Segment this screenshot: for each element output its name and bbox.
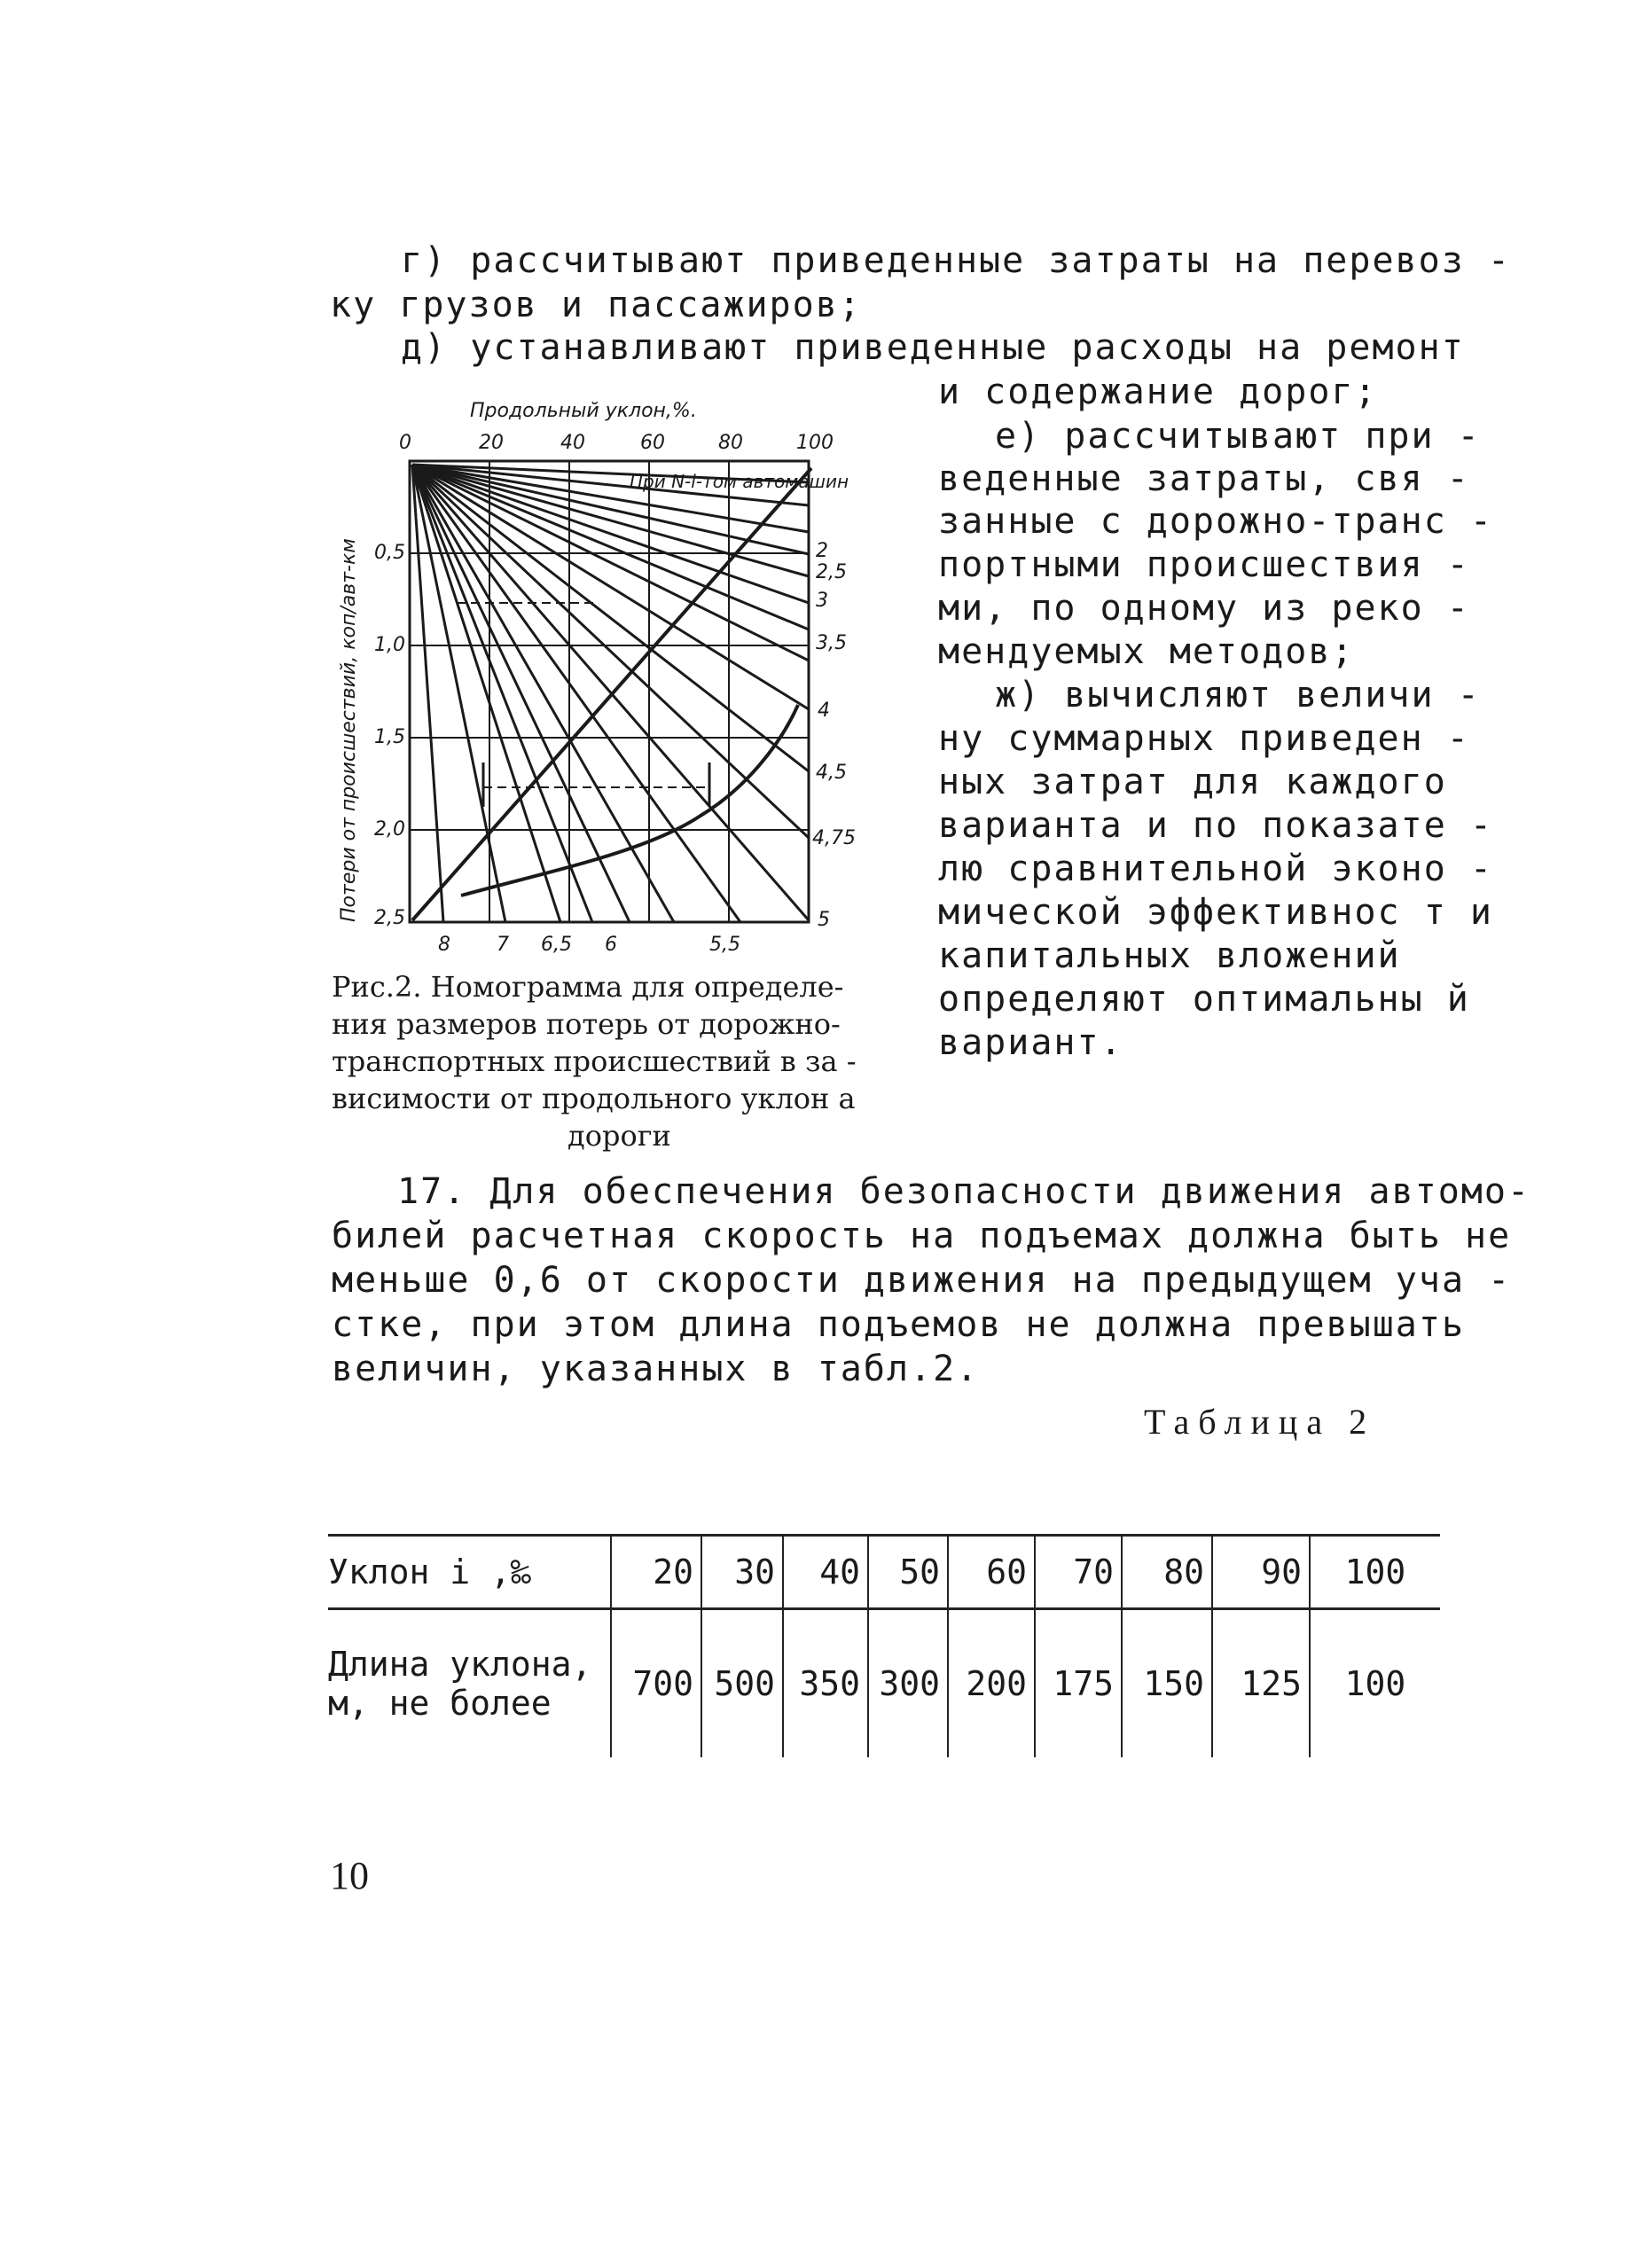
right-tick: 5 [818,909,830,931]
right-tick: 4 [818,700,830,722]
top-tick: 40 [560,432,585,454]
right-tick: 3,5 [816,632,847,654]
row-label-line: Длина уклона, [328,1645,592,1684]
left-tick: 1,0 [374,634,405,656]
item-g-line1: г) рассчитывают приведенные затраты на перевоз - [401,240,1511,281]
bottom-tick: 6 [605,934,617,956]
right-line: ж) вычисляют величи - [995,675,1481,716]
para-line: билей расчетная скорость на подъемах должна быть не [332,1216,1512,1256]
caption-line: Рис.2. Номограмма для определе- [332,970,844,1004]
left-tick: 1,5 [374,726,405,748]
line-annotation: При N-i-том автомашин [630,471,849,492]
top-tick: 20 [479,432,504,454]
left-axis-title: Потери от происшествий, коп/авт-км [338,538,360,922]
bottom-tick: 7 [497,934,509,956]
table-cell: 175 [1035,1609,1122,1758]
table-cell: 40 [783,1536,868,1609]
table-cell: 150 [1122,1609,1212,1758]
para-line: величин, указанных в табл.2. [332,1349,980,1389]
bottom-tick: 5,5 [709,934,740,956]
caption-line: транспортных происшествий в за - [332,1044,857,1078]
table-cell: 90 [1212,1536,1310,1609]
table-cell: 80 [1122,1536,1212,1609]
left-tick: 2,5 [374,907,405,929]
top-tick: 0 [399,432,411,454]
row-label-line: м, не более [328,1684,552,1723]
right-line: варианта и по показате - [938,805,1493,846]
right-line: вариант. [938,1022,1123,1063]
right-line: мендуемых методов; [938,631,1355,672]
right-tick: 4,5 [816,762,847,784]
item-d-line2: и содержание дорог; [938,371,1378,412]
table-cell: 200 [948,1609,1035,1758]
item-d-line1: д) устанавливают приведенные расходы на ремонт [401,327,1465,368]
table-cell: 20 [611,1536,701,1609]
table-cell: 700 [611,1609,701,1758]
table-cell: 50 [868,1536,948,1609]
caption-line: дороги [568,1119,671,1153]
page-number: 10 [330,1854,369,1897]
table-title: Таблица 2 [1144,1402,1376,1442]
caption-line: висимости от продольного уклон а [332,1082,856,1115]
right-line: е) рассчитывают при - [995,416,1481,457]
nomogram-figure [328,390,913,958]
row-label: Уклон i ,‰ [328,1536,611,1609]
table-row [328,1536,1440,1609]
loss-curve [461,705,798,895]
table-cell: 350 [783,1609,868,1758]
table-cell: 30 [701,1536,783,1609]
top-tick: 60 [640,432,665,454]
left-tick: 0,5 [374,542,405,564]
right-tick: 2 [816,540,828,562]
right-tick: 4,75 [812,827,856,849]
fan-line [412,465,505,922]
table-cell: 60 [948,1536,1035,1609]
slope-length-table [328,1534,1440,1757]
right-line: занные с дорожно-транс - [938,501,1493,542]
right-line: лю сравнительной эконо - [938,849,1493,889]
right-line: портными происшествия - [938,544,1470,585]
top-axis-title: Продольный уклон,%. [470,400,697,422]
right-line: ных затрат для каждого [938,762,1447,802]
para-line: меньше 0,6 от скорости движения на предыдущем уча - [332,1260,1512,1301]
nomogram-svg [328,390,913,958]
table-cell: 100 [1310,1609,1440,1758]
para-line: 17. Для обеспечения безопасности движения автомо- [397,1171,1531,1212]
right-line: определяют оптимальны й [938,979,1470,1020]
table-cell: 300 [868,1609,948,1758]
table-cell: 500 [701,1609,783,1758]
fan-line [412,465,809,661]
table-row [328,1609,1440,1758]
table-cell: 100 [1310,1536,1440,1609]
right-line: ну суммарных приведен - [938,718,1470,759]
table-cell: 70 [1035,1536,1122,1609]
top-tick: 100 [796,432,834,454]
right-tick: 2,5 [816,561,847,583]
row-label [328,1609,611,1758]
reference-diagonal [412,468,811,920]
right-line: ми, по одному из реко - [938,588,1470,629]
right-line: мической эффективнос т и [938,892,1493,933]
bottom-tick: 8 [438,934,450,956]
left-tick: 2,0 [374,818,405,841]
item-g-line2: ку грузов и пассажиров; [330,285,862,325]
table-cell: 125 [1212,1609,1310,1758]
right-line: веденные затраты, свя - [938,458,1470,499]
top-tick: 80 [718,432,743,454]
bottom-tick: 6,5 [541,934,572,956]
fan-line [412,465,674,922]
caption-line: ния размеров потерь от дорожно- [332,1007,841,1041]
right-line: капитальных вложений [938,935,1401,976]
right-tick: 3 [816,590,828,612]
para-line: стке, при этом длина подъемов не должна превышать [332,1304,1466,1345]
